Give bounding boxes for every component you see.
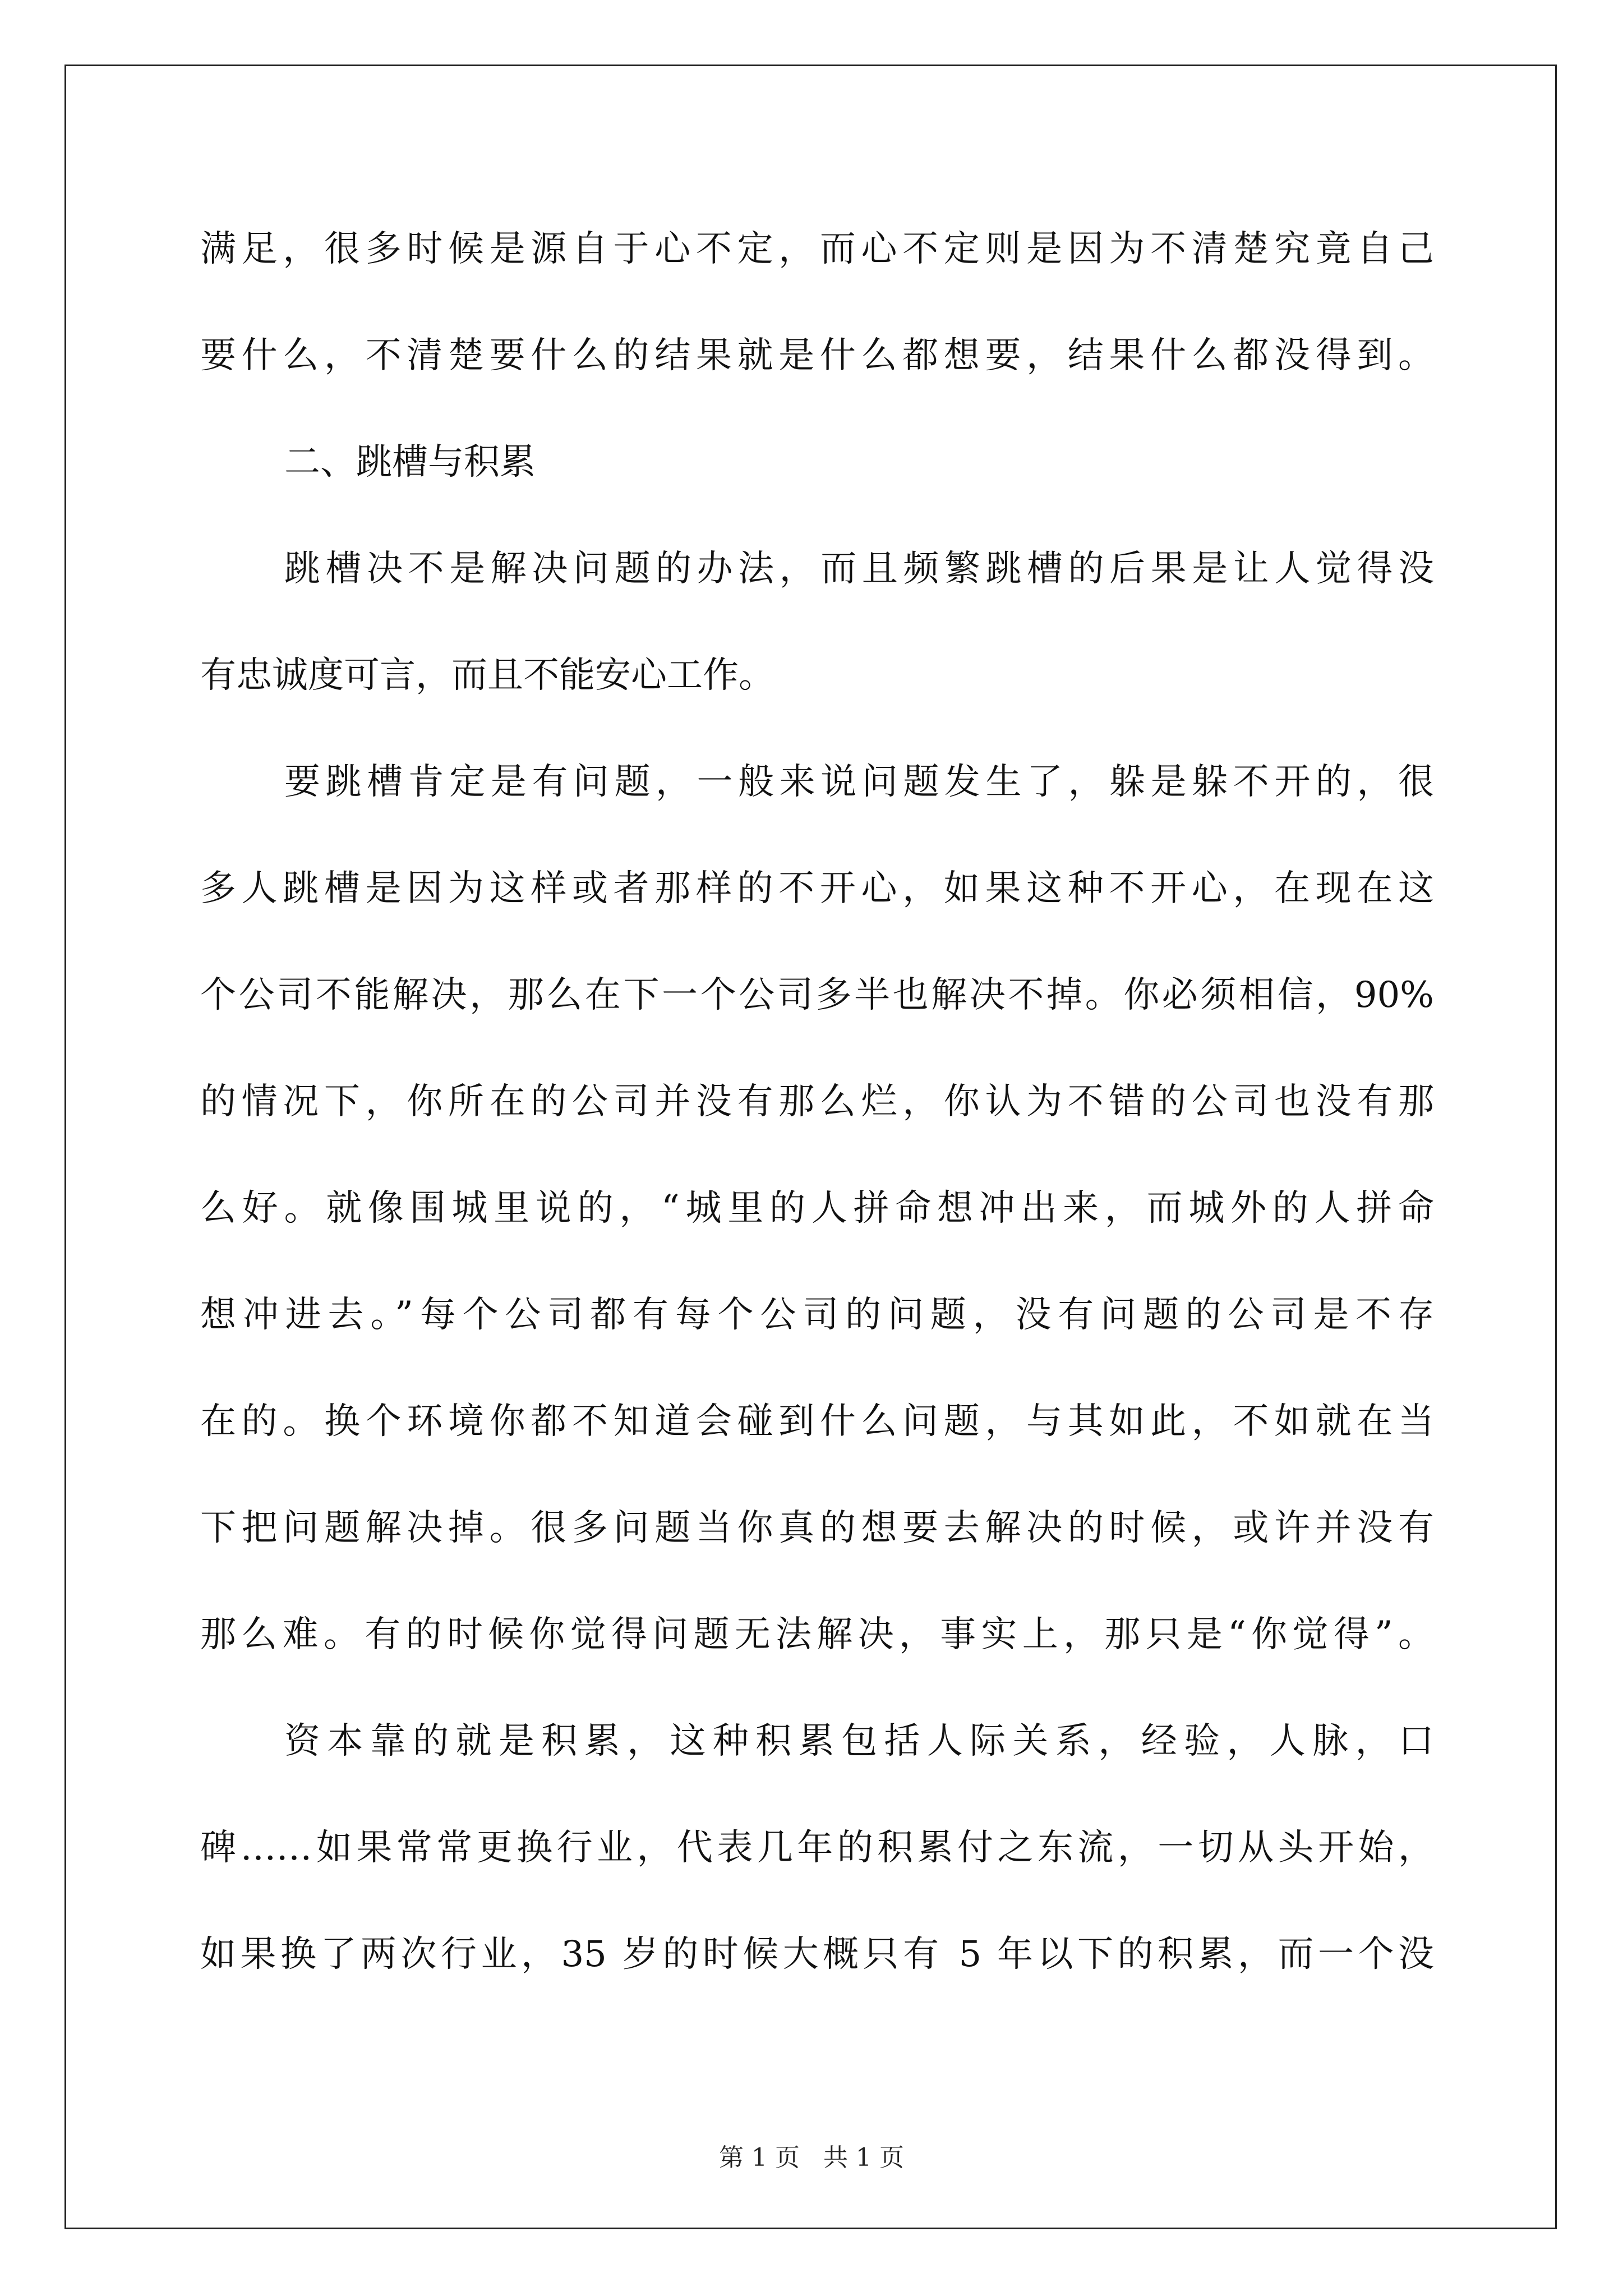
body-line-7: 多人跳槽是因为这样或者那样的不开心，如果这种不开心，在现在这 <box>200 868 1434 909</box>
section-heading: 二、跳槽与积累 <box>284 441 536 483</box>
body-line-15: 资本靠的就是积累，这种积累包括人际关系，经验，人脉，口 <box>284 1720 1434 1762</box>
body-line-13: 下把问题解决掉。很多问题当你真的想要去解决的时候，或许并没有 <box>200 1507 1434 1549</box>
body-line-11: 想冲进去。”每个公司都有每个公司的问题，没有问题的公司是不存 <box>200 1294 1434 1336</box>
body-line-16: 碑……如果常常更换行业，代表几年的积累付之东流，一切从头开始， <box>200 1827 1434 1869</box>
body-line-5: 有忠诚度可言，而且不能安心工作。 <box>200 655 774 696</box>
body-line-4: 跳槽决不是解决问题的办法，而且频繁跳槽的后果是让人觉得没 <box>284 548 1434 590</box>
body-line-17: 如果换了两次行业，35 岁的时候大概只有 5 年以下的积累，而一个没 <box>200 1934 1434 1975</box>
body-line-2: 要什么，不清楚要什么的结果就是什么都想要，结果什么都没得到。 <box>200 335 1434 376</box>
page-footer: 第 1 页 共 1 页 <box>719 2143 904 2172</box>
body-line-14: 那么难。有的时候你觉得问题无法解决，事实上，那只是“你觉得”。 <box>200 1614 1434 1655</box>
body-line-1: 满足，很多时候是源自于心不定，而心不定则是因为不清楚究竟自己 <box>200 228 1434 270</box>
body-line-9: 的情况下，你所在的公司并没有那么烂，你认为不错的公司也没有那 <box>200 1081 1434 1122</box>
body-line-10: 么好。就像围城里说的，“城里的人拼命想冲出来，而城外的人拼命 <box>200 1188 1434 1229</box>
page-border <box>64 65 1557 2229</box>
body-line-8: 个公司不能解决，那么在下一个公司多半也解决不掉。你必须相信，90% <box>200 974 1434 1016</box>
body-line-12: 在的。换个环境你都不知道会碰到什么问题，与其如此，不如就在当 <box>200 1401 1434 1442</box>
body-line-6: 要跳槽肯定是有问题，一般来说问题发生了，躲是躲不开的，很 <box>284 761 1434 803</box>
